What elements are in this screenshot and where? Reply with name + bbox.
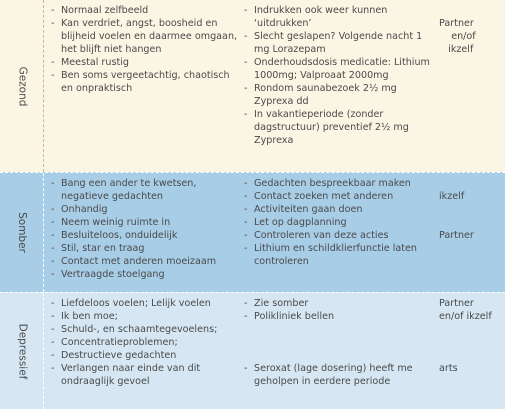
action-item: - Polikliniek bellen [243, 310, 433, 323]
action-item: - In vakantieperiode (zonder dagstructuur) preventief 2½ mg Zyprexa [243, 108, 433, 147]
actions-list-gezond [243, 4, 433, 147]
column-divider [43, 173, 44, 292]
action-item: - Onderhoudsdosis medicatie: Lithium 1000mg; Valproaat 2000mg [243, 56, 433, 82]
signal-item: - Vertraagde stoelgang [50, 268, 240, 281]
signals-list-gezond [50, 4, 240, 95]
action-item: - Zie somber [243, 297, 433, 310]
row-gezond [0, 0, 505, 172]
action-item: - Gedachten bespreekbaar maken [243, 177, 433, 190]
actions-list-somber [243, 177, 433, 268]
signal-item: - Destructieve gedachten [50, 349, 240, 362]
row-label-gezond: Gezond [15, 66, 28, 106]
signal-item: - Liefdeloos voelen; Lelijk voelen [50, 297, 240, 310]
signal-item: - Besluiteloos, onduidelijk [50, 229, 240, 242]
signal-item: - Contact met anderen moeizaam [50, 255, 240, 268]
action-item: - Activiteiten gaan doen [243, 203, 433, 216]
action-item: - Lithium en schildklierfunctie laten controleren [243, 242, 433, 268]
responsible-depressief: Partner en/of ikzelf arts [439, 298, 492, 374]
row-label-somber: Somber [15, 212, 28, 253]
actions-list-depressief [243, 297, 433, 388]
signal-item: - Concentratieproblemen; [50, 336, 240, 349]
row-depressief [0, 292, 505, 409]
column-divider [43, 293, 44, 409]
signal-item: - Bang een ander te kwetsen, negatieve gedachten [50, 177, 240, 203]
row-label-depressief: Depressief [16, 323, 28, 379]
signal-item: - Meestal rustig [50, 56, 240, 69]
responsible-gezond: Partner en/of ikzelf [439, 18, 476, 55]
signal-item: - Schuld-, en schaamtegevoelens; [50, 323, 240, 336]
signal-item: - Ik ben moe; [50, 310, 240, 323]
signal-item: - Ben soms vergeetachtig, chaotisch en onpraktisch [50, 69, 240, 95]
action-item: - Seroxat (lage dosering) heeft me geholpen in eerdere periode [243, 362, 433, 388]
action-item: - Contact zoeken met anderen [243, 190, 433, 203]
action-item: - Rondom saunabezoek 2½ mg Zyprexa dd [243, 82, 433, 108]
row-somber [0, 172, 505, 292]
signal-item: - Neem weinig ruimte in [50, 216, 240, 229]
signals-list-somber [50, 177, 240, 281]
signal-item: - Kan verdriet, angst, boosheid en blijheid voelen en daarmee omgaan, het blijft niet hangen [50, 17, 240, 56]
signal-item: - Stil, star en traag [50, 242, 240, 255]
signal-item: - Onhandig [50, 203, 240, 216]
column-divider [43, 0, 44, 172]
action-item: - Let op dagplanning [243, 216, 433, 229]
signal-item: - Normaal zelfbeeld [50, 4, 240, 17]
signals-list-depressief [50, 297, 240, 388]
action-item: - Indrukken ook weer kunnen ‘uitdrukken’ [243, 4, 433, 30]
signal-item: - Verlangen naar einde van dit ondraaglijk gevoel [50, 362, 240, 388]
responsible-somber: ikzelf Partner [439, 191, 474, 241]
action-item: - Controleren van deze acties [243, 229, 433, 242]
action-item: - Slecht geslapen? Volgende nacht 1 mg Lorazepam [243, 30, 433, 56]
